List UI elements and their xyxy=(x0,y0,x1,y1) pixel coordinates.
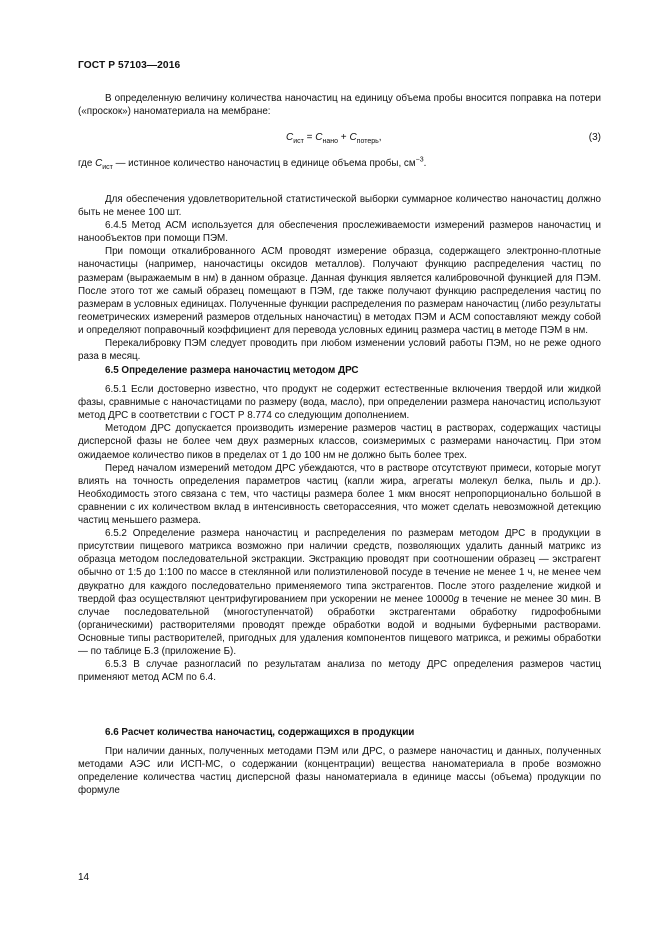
paragraph-afm-calibration: При помощи откалиброванного АСМ проводят измерение образца, содержащего электронно-плотные наночастицы (например, наночастицы оксидов металлов). Получают функцию распределения частиц по размерам (выражаемым в нм) в данном образце. Данная функция является калибровочной функцией для ПЭМ. После этого тот же самый образец помещают в ПЭМ, где также получают функцию распределения частиц по размерам в условных единицах. Полученные функции распределения по размерам наночастиц (либо результаты геометрических измерений размеров отдельных наночастиц) в методах ПЭМ и АСМ сопоставляют между собой и определяют поправочный коэффициент для перевода условных единиц размера частиц в методе ПЭМ в нм. xyxy=(78,246,601,336)
section-heading-6-6: 6.6 Расчет количества наночастиц, содержащихся в продукции xyxy=(105,727,415,738)
paragraph-6-4-5: 6.4.5 Метод АСМ используется для обеспечения прослеживаемости измерений размеров наночастиц и нанообъектов при помощи ПЭМ. xyxy=(78,220,601,245)
paragraph-correction-intro xyxy=(78,92,601,118)
section-6-5 xyxy=(78,364,601,684)
paragraph-sample-count: Для обеспечения удовлетворительной статистической выборки суммарное количество наночастиц должно быть не менее 100 шт. xyxy=(78,194,601,219)
section-heading-6-5: 6.5 Определение размера наночастиц методом ДРС xyxy=(105,365,359,376)
section-6-6 xyxy=(78,726,601,797)
paragraph-6-5-2: 6.5.2 Определение размера наночастиц и распределения по размерам методом ДРС в продукции в присутствии пищевого матрикса возможно при наличии средств, позволяющих удалить данный матрикс из образца методом последовательной экстракции. Экстракцию проводят при соотношении образец — экстрагент обычно от 1:5 до 1:100 по массе в стеклянной или полиэтиленовой посуде в течение не менее 1 ч, не менее чем двукратно для каждого последовательно применяемого типа экстрагентов. После этого разделение жидкой и твердой фаз осуществляют центрифугированием при ускорении не менее 10000g в течение не менее 30 мин. В случае последовательной (многоступенчатой) обработки экстрагентами обработку гидрофобными (органическими) растворителями проводят прежде обработки водой и водными буферными растворами. Основные типы растворителей, пригодных для удаления компонентов пищевого матрикса, и режимы обработки — по таблице Б.3 (приложение Б). xyxy=(78,528,601,657)
paragraph-text: В определенную величину количества наночастиц на единицу объема пробы вносится поправка на потери («проскок») наноматериала на мембране: xyxy=(78,93,601,118)
document-header: ГОСТ Р 57103—2016 xyxy=(78,60,181,71)
paragraph-dls-impurities: Перед началом измерений методом ДРС убеждаются, что в растворе отсутствуют примеси, которые могут влиять на точность определения параметров частиц (капли жира, агрегаты молекул белка, пыль и др.). Необходимость этого связана с тем, что частицы размера более 1 мкм вносят непропорционально большой в сравнении с их количеством вклад в интенсивность светорассеяния, что может сделать невозможной детекцию частиц меньшего размера. xyxy=(78,462,601,527)
paragraph-6-5-1: 6.5.1 Если достоверно известно, что продукт не содержит естественные включения твердой или жидкой фазы, сравнимые с наночастицами по размеру (вода, масло), при определении размера наночастиц используют метод ДРС в соответствии с ГОСТ Р 8.774 со следующим дополнением. xyxy=(78,384,601,422)
paragraph-dls-limits: Методом ДРС допускается производить измерение размеров частиц в растворах, содержащих частицы дисперсной фазы не более чем двух размерных классов, соизмеримых с размерами наночастиц. При этом ожидаемое количество пиков в пределах от 1 до 100 нм не должно быть более трех. xyxy=(78,423,601,461)
page-number: 14 xyxy=(78,872,90,883)
formula-expression: $C_{ист} = C_{нано} + C_{потерь}$, xyxy=(286,132,382,145)
paragraph-recalibration: Перекалибровку ПЭМ следует проводить при любом изменении условий работы ПЭМ, но не реже одного раза в месяц. xyxy=(78,338,601,363)
formula-explanation: где $C_{ист}$ — истинное количество наночастиц в единице объема пробы, $см^{-3}$. xyxy=(78,156,427,171)
body-section-6-4 xyxy=(78,193,601,363)
formula-number: (3) xyxy=(588,132,601,143)
paragraph-6-5-3: 6.5.3 В случае разногласий по результатам анализа по методу ДРС определения размеров частиц применяют метод АСМ по 6.4. xyxy=(78,659,601,684)
paragraph-6-6-intro: При наличии данных, полученных методами ПЭМ или ДРС, о размере наночастиц и данных, полученных методами АЭС или ИСП-МС, о содержании (концентрации) вещества наноматериала в пробе возможно определение количества частиц дисперсной фазы наноматериала в единице массы (объема) продукции по формуле xyxy=(78,746,601,797)
